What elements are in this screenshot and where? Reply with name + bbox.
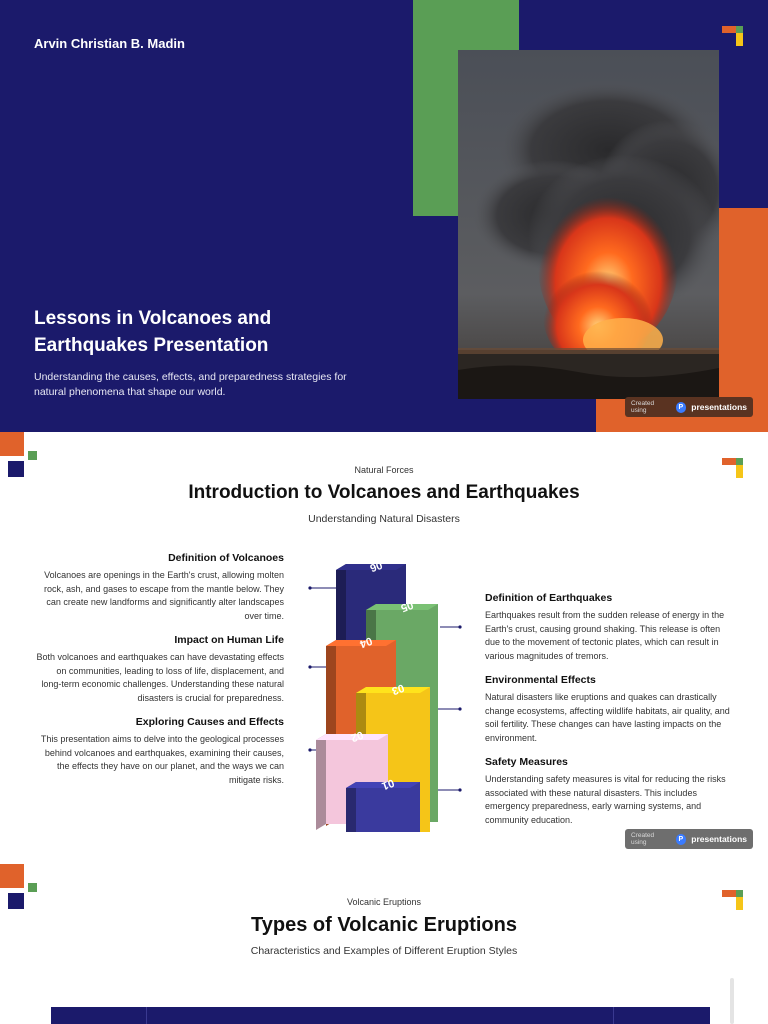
block-heading: Exploring Causes and Effects xyxy=(135,716,284,728)
title-slide xyxy=(0,0,768,432)
created-using-label: Created using xyxy=(631,832,655,846)
brand-logo-icon xyxy=(722,26,744,48)
block-heading: Environmental Effects xyxy=(485,674,596,686)
left-text-column xyxy=(36,552,284,787)
green-square xyxy=(28,883,37,892)
green-square xyxy=(28,451,37,460)
scrollbar[interactable] xyxy=(730,978,734,1024)
pillar-number-03: 03 xyxy=(390,681,406,697)
slide-title: Types of Volcanic Eruptions xyxy=(251,914,517,936)
block-text: This presentation aims to delve into the geological processes behind volcanoes and earthquakes, examining their causes, the effects they have on our planet, and the ways we can mitigate risks. xyxy=(40,734,284,785)
block-heading: Safety Measures xyxy=(485,756,568,768)
info-block xyxy=(485,592,737,674)
block-heading: Impact on Human Life xyxy=(174,634,284,646)
info-block xyxy=(36,552,284,634)
author-name: Arvin Christian B. Madin xyxy=(34,36,185,51)
slide-subtitle: Characteristics and Examples of Different Eruption Styles xyxy=(250,945,518,957)
slide-subtitle: Understanding Natural Disasters xyxy=(308,513,460,525)
presentations-logo-icon: P xyxy=(676,402,687,413)
volcano-eruption-photo-art xyxy=(458,50,719,399)
pillar-side-01 xyxy=(346,782,356,832)
table-header-bar xyxy=(51,1007,710,1024)
orange-square xyxy=(0,432,24,456)
info-block xyxy=(485,674,737,756)
presentations-brand: presentations xyxy=(691,402,747,412)
block-text: Volcanoes are openings in the Earth's crust, allowing molten rock, ash, and gases to escape from the mantle below. They can create new landforms and significantly alter landscapes over time. xyxy=(44,570,284,621)
info-block xyxy=(36,716,284,787)
pillar-number-01: 01 xyxy=(380,776,396,792)
pillar-number-02: 02 xyxy=(349,728,365,744)
created-using-badge[interactable] xyxy=(625,397,753,417)
presentation-subtitle: Understanding the causes, effects, and preparedness strategies for natural phenomena that shape our world. xyxy=(34,371,347,398)
presentations-brand: presentations xyxy=(691,834,747,844)
orange-square xyxy=(0,864,24,888)
block-text: Earthquakes result from the sudden release of energy in the Earth's crust, causing ground shaking. This release is often due to the movement of tectonic plates, which can result in various magnitudes of tremors. xyxy=(485,610,725,661)
block-text: Understanding safety measures is vital for reducing the risks associated with these natural disasters. This includes emergency preparedness, early warning systems, and community education. xyxy=(485,774,726,825)
title-line-1: Lessons in Volcanoes and xyxy=(34,308,272,329)
title-line-2: Earthquakes Presentation xyxy=(34,335,269,356)
eruption-types-slide xyxy=(0,864,768,1024)
block-heading: Definition of Volcanoes xyxy=(168,552,284,564)
pillar-number-04: 04 xyxy=(358,634,374,650)
block-heading: Definition of Earthquakes xyxy=(485,592,613,604)
created-using-badge[interactable] xyxy=(625,829,753,849)
block-text: Both volcanoes and earthquakes can have devastating effects on communities, leading to loss of life, displacement, and long-term economic challenges. Understanding these natural disasters is crucial for preparedness. xyxy=(36,652,284,703)
intro-slide xyxy=(0,432,768,864)
presentation-title xyxy=(34,305,394,359)
volcano-eruption-photo xyxy=(458,50,719,399)
info-block xyxy=(36,634,284,716)
pillar-number-05: 05 xyxy=(399,598,415,614)
slide-title: Introduction to Volcanoes and Earthquakes xyxy=(188,482,580,503)
info-block xyxy=(485,756,737,827)
slide-kicker: Natural Forces xyxy=(354,465,414,475)
created-using-label: Created using xyxy=(631,400,655,414)
numbered-pillars-graphic xyxy=(306,542,466,832)
pillar-number-06: 06 xyxy=(368,558,384,574)
slide-kicker: Volcanic Eruptions xyxy=(346,897,422,907)
pillar-side-02 xyxy=(316,734,326,830)
presentations-logo-icon: P xyxy=(676,834,687,845)
block-text: Natural disasters like eruptions and quakes can drastically change ecosystems, affecting wildlife habitats, air quality, and soil fertility. These changes can have lasting impacts on the environment. xyxy=(485,692,730,743)
right-text-column xyxy=(485,592,737,827)
